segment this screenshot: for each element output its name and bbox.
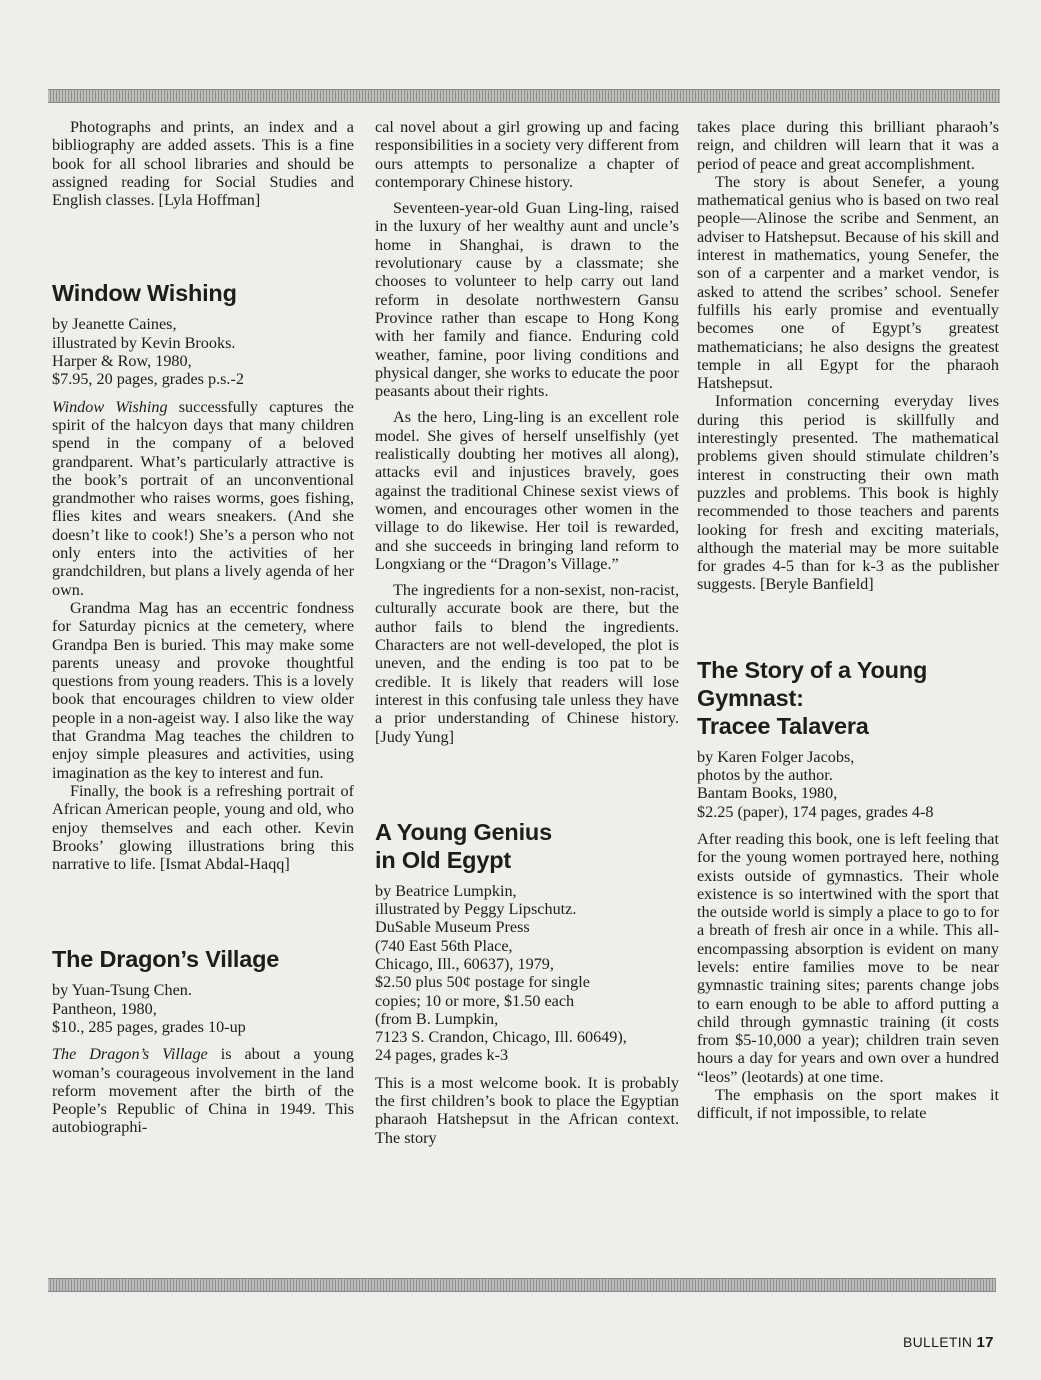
biblio-line: illustrated by Kevin Brooks. [52, 333, 236, 352]
review-title-dragons-village: The Dragon’s Village [52, 946, 280, 973]
review-paragraph: Information concerning everyday lives during this period is skillfully and interestingly presented. The mathematical problems given should stimulate children’s interest in constructing their own math puzzles and problems. This book is highly recommended to those teachers and parents looking for fresh and exciting materials, although the material may be more suitable for grades 4-5 than for k-3 as the publisher suggests. [Beryle Banfield] [697, 392, 999, 594]
book-title-italic: Window Wishing [52, 397, 168, 416]
biblio-line: 24 pages, grades k-3 [375, 1046, 509, 1065]
review-paragraph: This is a most welcome book. It is probably the first children’s book to place the Egyptian pharaoh Hatshepsut in the African context. The story [375, 1073, 679, 1147]
review-title-young-genius [375, 818, 679, 874]
review-title-young-gymnast [697, 656, 999, 740]
biblio-line: photos by the author. [697, 766, 833, 785]
paragraph-text: is about a young woman’s courageous involvement in the land reform movement after the birth of the People’s Republic of China in 1949. This autobiographi- [52, 1045, 354, 1137]
biblio-young-genius [375, 882, 679, 1065]
review-paragraph: Grandma Mag has an eccentric fondness for Saturday picnics at the cemetery, where Grandpa Ben is buried. This may make some parents uneasy and provoke thoughtful questions from young readers. This is a lovely book that encourages children to view older people in a non-ageist way. I also like the way that Grandma Mag teaches the children to enjoy simple pleasures and activities, using imagination as the key to interest and fun. [52, 598, 354, 782]
biblio-dragons-village [52, 981, 354, 1036]
biblio-line: $7.95, 20 pages, grades p.s.-2 [52, 370, 244, 389]
biblio-line: Pantheon, 1980, [52, 999, 157, 1018]
review-paragraph [52, 1045, 354, 1136]
title-line: in Old Egypt [375, 846, 511, 873]
biblio-line: (from B. Lumpkin, [375, 1009, 499, 1028]
biblio-line: by Yuan-Tsung Chen. [52, 981, 192, 1000]
biblio-young-gymnast [697, 748, 999, 821]
biblio-window-wishing [52, 315, 354, 388]
review-paragraph: cal novel about a girl growing up and facing responsibilities in a society very different from ours attempts to personalize a chapter of contemporary Chinese history. [375, 118, 679, 191]
review-paragraph: The emphasis on the sport makes it difficult, if not impossible, to relate [697, 1086, 999, 1123]
review-paragraph: Finally, the book is a refreshing portrait of African American people, young and old, who enjoy themselves and each other. Kevin Brooks’ glowing illustrations bring this narrative to life. [Ismat Abdal-Haqq] [52, 781, 354, 874]
biblio-line: $2.50 plus 50¢ postage for single [375, 973, 590, 992]
biblio-line: (740 East 56th Place, [375, 936, 513, 955]
review-paragraph: As the hero, Ling-ling is an excellent role model. She gives of herself unselfishly (yet realistically doubting her motives all along), attacks evil and injustices bravely, goes against the traditional Chinese sexist views of women, and encourages other women in the village to do likewise. Her toil is rewarded, and she succeeds in bringing land reform to Longxiang or the “Dragon’s Village.” [375, 408, 679, 573]
book-title-italic: The Dragon’s Village [52, 1045, 208, 1064]
review-paragraph: takes place during this brilliant pharaoh’s reign, and children will learn that it was a period of peace and great accomplishment. [697, 118, 999, 173]
page-footer [903, 1334, 994, 1351]
review-paragraph: Seventeen-year-old Guan Ling-ling, raised in the luxury of her wealthy aunt and uncle’s home in Shanghai, is drawn to the revolutionary cause by a classmate; she chooses to volunteer to help carry out land reform in desolate northwestern Gansu Province rather than escape to Hong Kong with her family and fiance. Enduring cold weather, famine, poor living conditions and physical danger, she works to educate the poor peasants about their rights. [375, 199, 679, 401]
title-line: Gymnast: [697, 684, 804, 711]
title-line: Tracee Talavera [697, 712, 869, 739]
biblio-line: by Jeanette Caines, [52, 315, 177, 334]
review-paragraph: After reading this book, one is left feeling that for the young women portrayed here, nothing exists outside of gymnastics. Their whole existence is so intertwined with the sport that the outside world is simply a place to go to for a breath of fresh air once in a while. This all-encompassing absorption is evident on many levels: entire families move to be near gymnastic training sites; parents change jobs to earn enough to be able to afford putting a child through gymnastic training (it costs from $5-10,000 a year); children train seven hours a day for years and own over a hundred “leos” (leotards) at one time. [697, 829, 999, 1086]
biblio-line: $10., 285 pages, grades 10-up [52, 1017, 246, 1036]
biblio-line: 7123 S. Crandon, Chicago, Ill. 60649), [375, 1028, 627, 1047]
biblio-line: illustrated by Peggy Lipschutz. [375, 900, 577, 919]
intro-paragraph: Photographs and prints, an index and a bibliography are added assets. This is a fine book for all school libraries and should be assigned reading for Social Studies and English classes. [Lyla Hoffman] [52, 118, 354, 210]
biblio-line: by Karen Folger Jacobs, [697, 747, 855, 766]
footer-label: BULLETIN [903, 1334, 973, 1350]
top-decorative-rule [48, 89, 1000, 103]
biblio-line: DuSable Museum Press [375, 918, 530, 937]
column-2 [375, 118, 679, 1147]
biblio-line: by Beatrice Lumpkin, [375, 881, 517, 900]
biblio-line: $2.25 (paper), 174 pages, grades 4-8 [697, 802, 934, 821]
page-number: 17 [976, 1334, 994, 1351]
review-paragraph [52, 398, 354, 599]
paragraph-text: successfully captures the spirit of the halcyon days that many children spend in the company of a beloved grandparent. What’s particularly attractive is the book’s portrait of an unconventional grandmother who raises worms, goes fishing, flies kites and wears sneakers. (And she doesn’t like to cook!) She’s a person who not only enters into the activities of her grandchildren, but plans a lively agenda of her own. [52, 397, 354, 599]
biblio-line: copies; 10 or more, $1.50 each [375, 991, 575, 1010]
column-3 [697, 118, 999, 1123]
review-paragraph: The story is about Senefer, a young mathematical genius who is based on two real people—Alinose the scribe and Senment, an adviser to Hatshepsut. Because of his skill and interest in mathematics, young Senefer, the son of a carpenter and a market vendor, is asked to attend the scribes’ school. Senefer fulfills his early promise and eventually becomes one of Egypt’s greatest mathematicians; he also designs the greatest temple in all Egypt for the pharaoh Hatshepsut. [697, 172, 999, 393]
biblio-line: Bantam Books, 1980, [697, 784, 838, 803]
bottom-decorative-rule [48, 1278, 996, 1292]
column-1 [52, 118, 354, 1137]
title-line: The Story of a Young [697, 656, 928, 683]
biblio-line: Chicago, Ill., 60637), 1979, [375, 954, 554, 973]
title-line: A Young Genius [375, 818, 552, 845]
biblio-line: Harper & Row, 1980, [52, 352, 192, 371]
review-title-window-wishing: Window Wishing [52, 280, 237, 307]
review-paragraph: The ingredients for a non-sexist, non-racist, culturally accurate book are there, but the author fails to blend the ingredients. Characters are not well-developed, the plot is uneven, and the ending is too pat to be credible. It is likely that readers will lose interest in this confusing tale unless they have a prior understanding of Chinese history. [Judy Yung] [375, 581, 679, 746]
